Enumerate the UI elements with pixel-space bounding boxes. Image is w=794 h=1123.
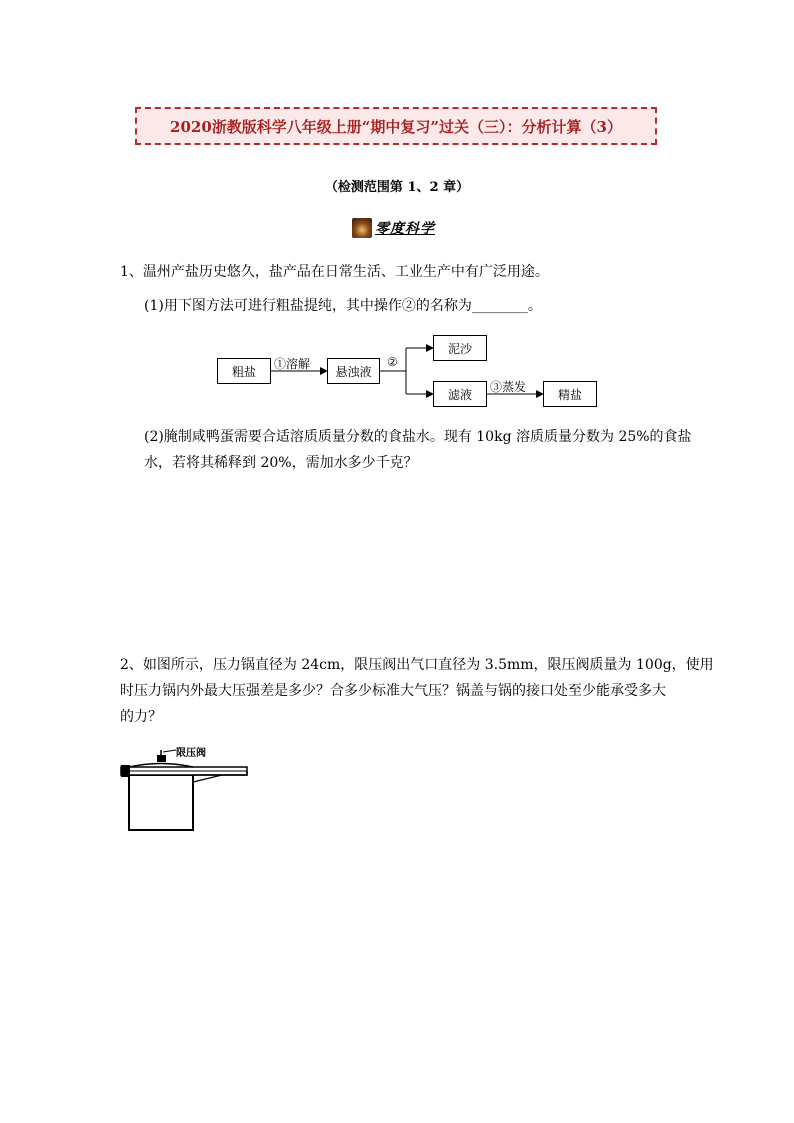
flow-node-refined-salt: 精盐 <box>543 381 597 407</box>
page-title: 2020浙教版科学八年级上册“期中复习”过关（三）：分析计算（3） <box>170 117 622 136</box>
flow-node-crude-salt: 粗盐 <box>217 358 271 384</box>
scope-note: （检测范围第 1、2 章） <box>324 180 470 195</box>
flow-node-sediment: 泥沙 <box>433 335 487 361</box>
q2-line1: 2、如图所示，压力锅直径为 24cm，限压阀出气口直径为 3.5mm，限压阀质量为 100g，使用 <box>120 657 714 673</box>
flow-step-evaporate: ③蒸发 <box>490 380 527 394</box>
q1-part2-line1: (2)腌制咸鸭蛋需要合适溶质质量分数的食盐水。现有 10kg 溶质质量分数为 25%的食盐 <box>144 429 692 445</box>
q1-part1: (1)用下图方法可进行粗盐提纯，其中操作②的名称为________。 <box>144 298 542 314</box>
q1-part2-line2: 水，若将其稀释到 20%，需加水多少千克？ <box>144 455 418 471</box>
flow-step-2: ② <box>387 355 398 369</box>
q1-stem: 1、温州产盐历史悠久，盐产品在日常生活、工业生产中有广泛用途。 <box>120 264 549 280</box>
flow-step-dissolve: ①溶解 <box>274 357 311 371</box>
q2-line2: 时压力锅内外最大压强差是多少？合多少标准大气压？锅盖与锅的接口处至少能承受多大 <box>120 683 666 699</box>
flow-node-suspension: 悬浊液 <box>327 358 380 384</box>
flow-node-filtrate: 滤液 <box>433 381 487 407</box>
logo-text: 零度科学 <box>375 221 435 237</box>
q2-line3: 的力？ <box>120 709 162 725</box>
valve-label: 限压阀 <box>176 748 206 759</box>
